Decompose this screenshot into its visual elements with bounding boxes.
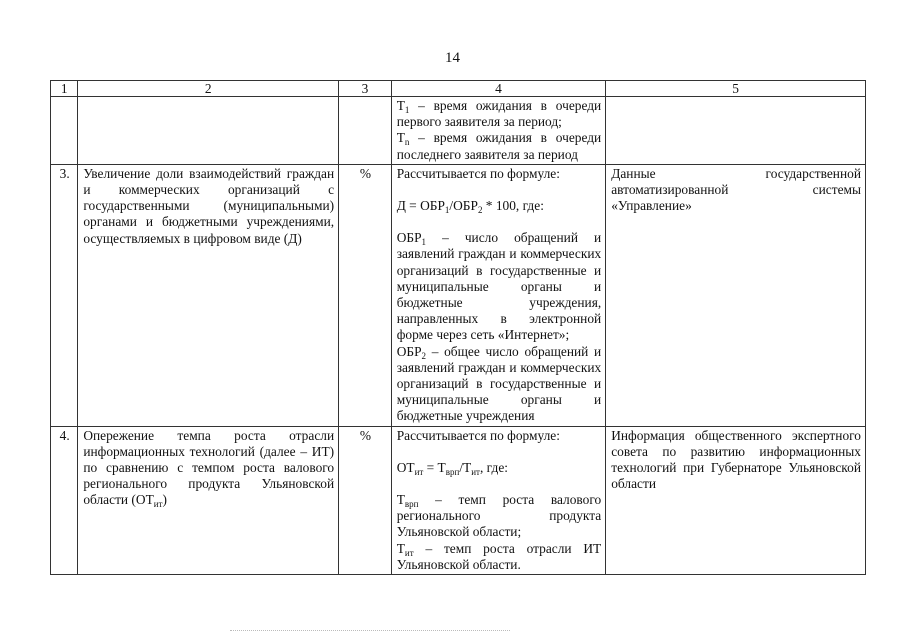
indicators-table xyxy=(50,80,866,575)
column-header: 4 xyxy=(391,81,606,97)
column-header: 1 xyxy=(51,81,78,97)
unit-cell: % xyxy=(339,164,392,426)
source-cell: Данные государственной автоматизированной системы «Управление» xyxy=(606,164,866,426)
row-number: 4. xyxy=(51,426,78,574)
page-number: 14 xyxy=(445,50,460,66)
column-header: 5 xyxy=(606,81,866,97)
formula-definition: $ОБР_1$ – число обращений и заявлений граждан и коммерческих организаций в государственные и муниципальные органы и бюджетные учреждения, направленных в электронной форме через сеть «Интернет»; xyxy=(396,230,602,343)
formula-cell xyxy=(391,164,606,426)
formula-expression: $ОТ_{ит} = Т_{врп}/Т_{ит}$, где: xyxy=(396,459,508,477)
row-number: 3. xyxy=(51,164,78,426)
unit-cell: % xyxy=(339,426,392,574)
formula-cell xyxy=(391,426,606,574)
scan-artifact xyxy=(230,630,510,632)
column-header: 2 xyxy=(78,81,339,97)
formula-intro: Рассчитывается по формуле: xyxy=(396,427,560,443)
formula-definition: $Т_1$ – время ожидания в очереди первого заявителя за период; xyxy=(396,98,602,130)
table-row xyxy=(51,426,866,574)
unit-cell xyxy=(339,97,392,165)
formula-definition: $Т_{врп}$ – темп роста валового регионального продукта Ульяновской области; xyxy=(396,492,602,540)
indicator-name xyxy=(78,97,339,165)
formula-intro: Рассчитывается по формуле: xyxy=(396,165,560,181)
row-number xyxy=(51,97,78,165)
formula-definition: $ОБР_2$ – общее число обращений и заявлений граждан и коммерческих организаций в государственные и муниципальные органы и бюджетные учреждения xyxy=(396,343,602,424)
formula-expression: $Д = ОБР_1/ОБР_2 * 100$, где: xyxy=(396,198,544,216)
formula-definition: $Т_n$ – время ожидания в очереди последнего заявителя за период xyxy=(396,130,602,162)
table-header-row xyxy=(51,81,866,97)
indicator-name: Увеличение доли взаимодействий граждан и коммерческих организаций с государственными (муниципальными) органами и бюджетными учреждениями, осуществляемых в цифровом виде (Д) xyxy=(78,164,339,426)
indicator-name: Опережение темпа роста отрасли информационных технологий (далее – ИТ) по сравнению с темпом роста валового регионального продукта Ульяновской области $(ОТ_{ит})$ xyxy=(78,426,339,574)
formula-cell xyxy=(391,97,606,165)
source-cell xyxy=(606,97,866,165)
source-cell: Информация общественного экспертного совета по развитию информационных технологий при Губернаторе Ульяновской области xyxy=(606,426,866,574)
column-header: 3 xyxy=(339,81,392,97)
table-row xyxy=(51,164,866,426)
formula-definition: $Т_{ит}$ – темп роста отрасли ИТ Ульяновской области. xyxy=(396,540,602,572)
table-row xyxy=(51,97,866,165)
